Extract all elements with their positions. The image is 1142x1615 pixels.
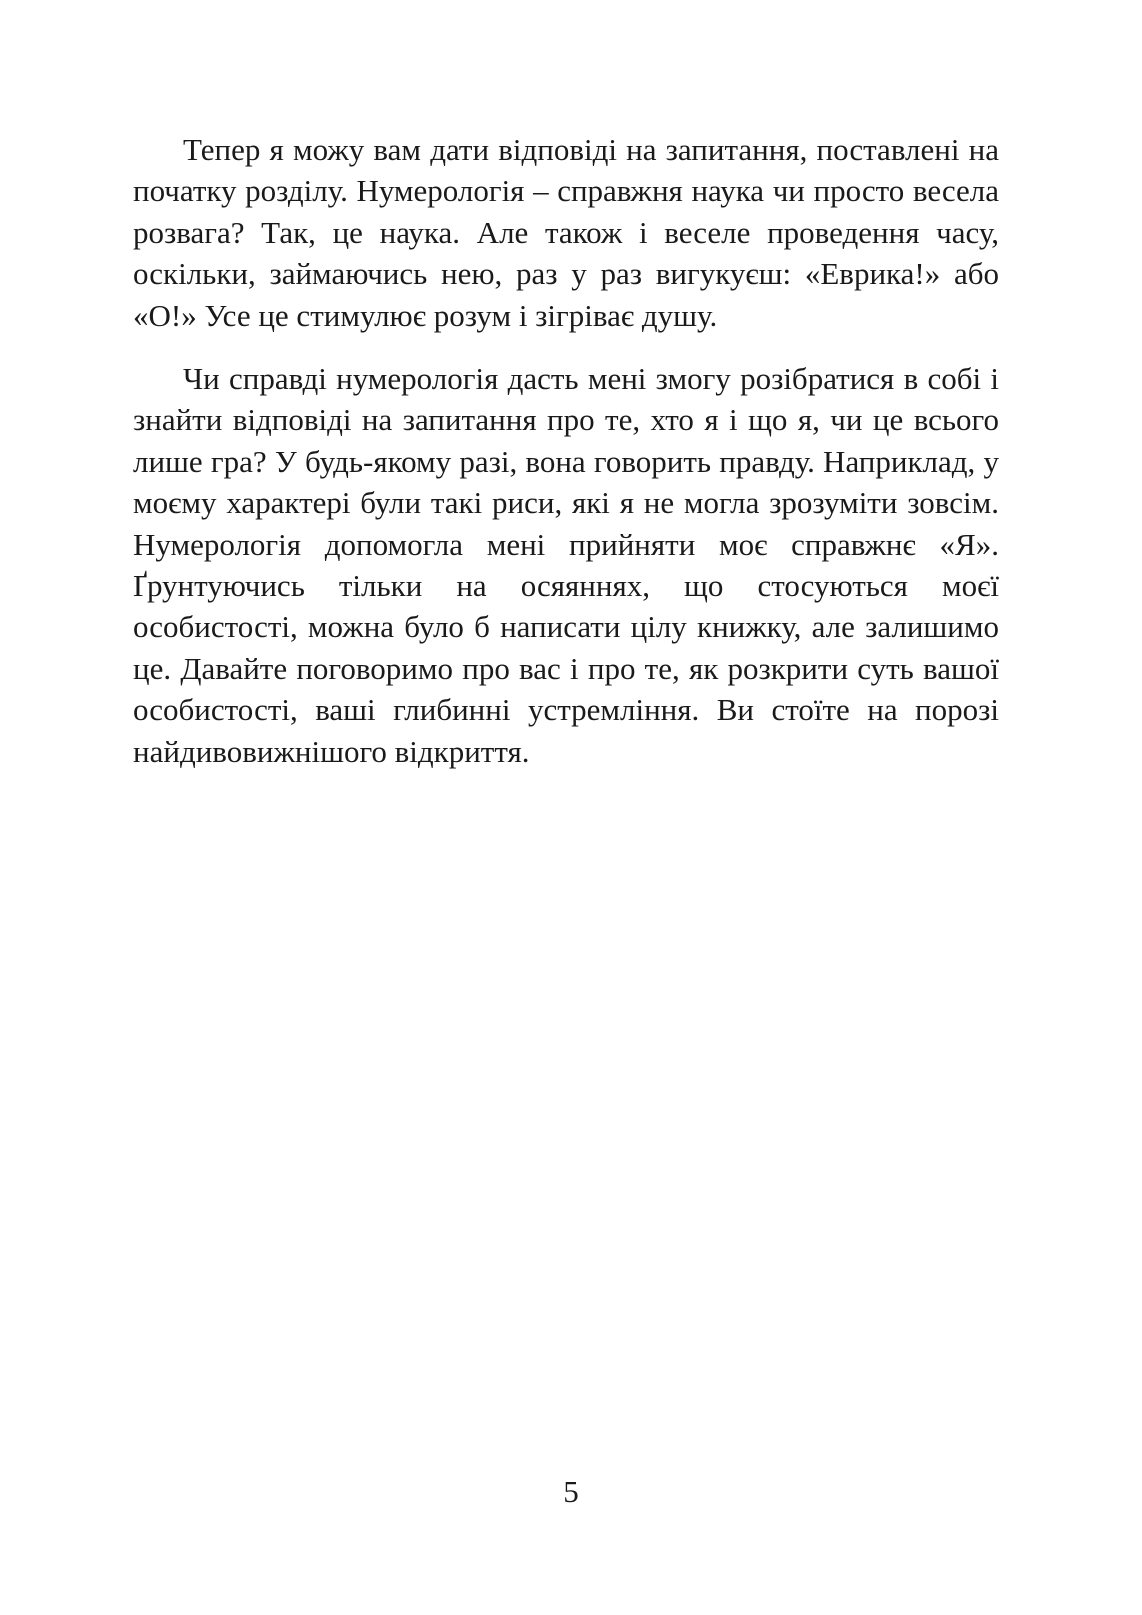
paragraph-1: Тепер я можу вам дати відповіді на запитання, поставлені на початку розділу. Нумерологія – справжня наука чи просто весела розвага? Так, це наука. Але також і веселе проведення часу, оскільки, займаючись нею, раз у раз вигукуєш: «Еврика!» або «О!» Усе це стимулює розум і зігріває душу. — [133, 132, 999, 333]
paragraph-2: Чи справді нумерологія дасть мені змогу розібратися в собі і знайти відповіді на запитання про те, хто я і що я, чи це всього лише гра? У будь-якому разі, вона говорить правду. Наприклад, у моєму характері були такі риси, які я не могла зрозуміти зовсім. Нумерологія допомогла мені прийняти моє справжнє «Я». Ґрунтуючись тільки на осяяннях, що стосуються моєї особистості, можна було б написати цілу книжку, але залишимо це. Давайте поговоримо про вас і про те, як розкрити суть вашої особистості, ваші глибинні устремління. Ви стоїте на порозі найдивовижнішого відкриття. — [133, 361, 999, 769]
page-number: 5 — [563, 1474, 579, 1509]
body-text — [133, 129, 999, 772]
